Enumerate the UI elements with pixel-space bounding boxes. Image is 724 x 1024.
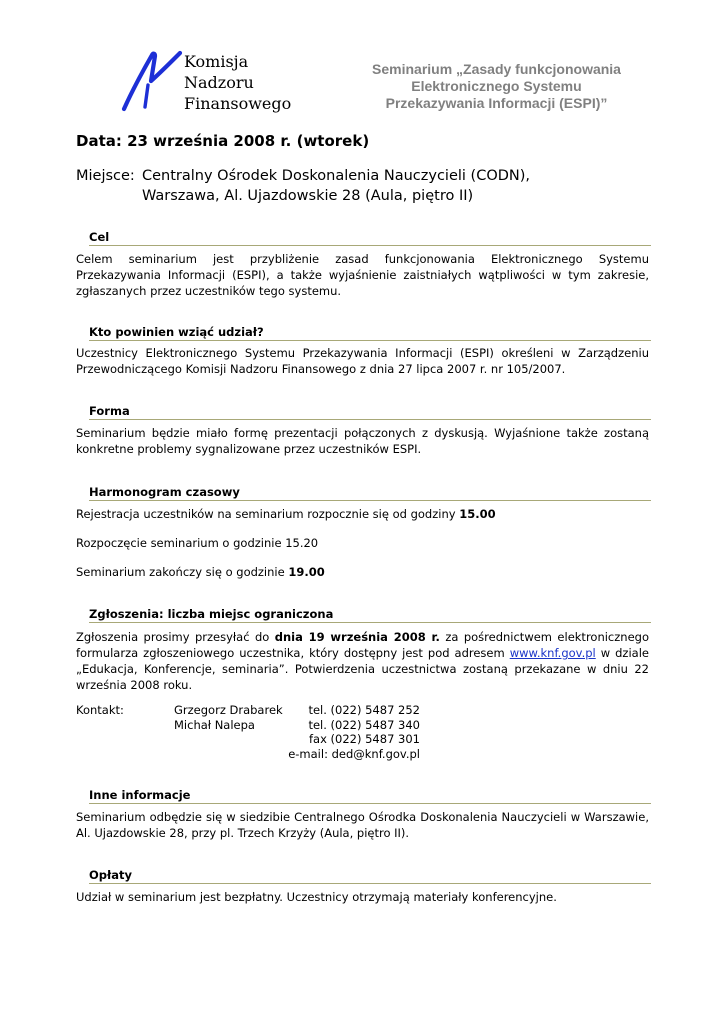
knf-website-link[interactable]: www.knf.gov.pl xyxy=(509,646,596,660)
contact-email: e-mail: ded@knf.gov.pl xyxy=(288,746,420,761)
seminar-title-line-2: Elektronicznego Systemu xyxy=(411,78,582,94)
section-text-cel: Celem seminarium jest przybliżenie zasad funkcjonowania Elektronicznego Systemu Przekazywania Informacji (ESPI), a także wyjaśnienie zaistniałych wątpliwości w tym zakresie, zgłaszanych przez uczestników tego systemu. xyxy=(76,252,649,298)
logo-text xyxy=(184,51,291,114)
section-heading-zgloszenia: Zgłoszenia: liczba miejsc ograniczona xyxy=(89,607,651,623)
contact-label: Kontakt: xyxy=(76,703,124,717)
section-heading-harmonogram: Harmonogram czasowy xyxy=(89,485,651,501)
contact-numbers xyxy=(260,703,420,761)
zgloszenia-text-after: w dziale „Edukacja, Konferencje, seminaria”. Potwierdzenia uczestnictwa zostaną przekazane w dniu 22 września 2008 roku. xyxy=(76,646,649,692)
section-text-inne: Seminarium odbędzie się w siedzibie Centralnego Ośrodka Doskonalenia Nauczycieli w Warszawie, Al. Ujazdowskie 28, przy pl. Trzech Krzyży (Aula, piętro II). xyxy=(76,810,649,840)
knf-logo xyxy=(118,47,292,119)
schedule-start: Rozpoczęcie seminarium o godzinie 15.20 xyxy=(76,536,319,550)
schedule-registration-time: 15.00 xyxy=(459,507,496,521)
zgloszenia-text-before: Zgłoszenia prosimy przesyłać do xyxy=(76,630,275,644)
place-label: Miejsce: xyxy=(76,168,135,184)
contact-name-1: Grzegorz Drabarek xyxy=(174,703,283,717)
place-line-1: Centralny Ośrodek Doskonalenia Nauczycieli (CODN), xyxy=(142,168,531,184)
seminar-title xyxy=(330,61,663,112)
contact-phone-2: tel. (022) 5487 340 xyxy=(308,717,420,732)
event-date: Data: 23 września 2008 r. (wtorek) xyxy=(76,132,370,150)
logo-line-1: Komisja xyxy=(184,52,249,71)
section-text-kto: Uczestnicy Elektronicznego Systemu Przekazywania Informacji (ESPI) określeni w Zarządzeniu Przewodniczącego Komisji Nadzoru Finansowego z dnia 27 lipca 2007 r. nr 105/2007. xyxy=(76,346,649,376)
contact-phone-1: tel. (022) 5487 252 xyxy=(308,703,420,717)
section-text-zgloszenia xyxy=(76,629,649,693)
event-place xyxy=(76,166,530,206)
schedule-end-text: Seminarium zakończy się o godzinie xyxy=(76,565,289,579)
section-heading-inne: Inne informacje xyxy=(89,788,651,804)
knf-logo-mark-icon xyxy=(118,47,188,115)
section-text-forma: Seminarium będzie miało formę prezentacji połączonych z dyskusją. Wyjaśnione także zostaną konkretne problemy sygnalizowane przez uczestników ESPI. xyxy=(76,426,649,456)
schedule-end xyxy=(76,565,325,579)
section-heading-kto: Kto powinien wziąć udział? xyxy=(89,325,651,341)
seminar-title-line-1: Seminarium „Zasady funkcjonowania xyxy=(372,61,621,77)
section-text-oplaty: Udział w seminarium jest bezpłatny. Uczestnicy otrzymają materiały konferencyjne. xyxy=(76,890,557,904)
section-heading-forma: Forma xyxy=(89,404,651,420)
logo-line-3: Finansowego xyxy=(184,94,292,113)
schedule-end-time: 19.00 xyxy=(288,565,325,579)
place-line-2: Warszawa, Al. Ujazdowskie 28 (Aula, piętro II) xyxy=(142,188,474,204)
zgloszenia-text-mid: za pośrednictwem elektronicznego formularza zgłoszeniowego uczestnika, który dostępny jest pod adresem xyxy=(76,630,649,660)
schedule-registration xyxy=(76,507,496,521)
contact-fax: fax (022) 5487 301 xyxy=(308,732,420,747)
contact-name-2: Michał Nalepa xyxy=(174,717,255,732)
schedule-registration-text: Rejestracja uczestników na seminarium rozpocznie się od godziny xyxy=(76,507,460,521)
zgloszenia-deadline: dnia 19 września 2008 r. xyxy=(274,630,440,644)
section-heading-oplaty: Opłaty xyxy=(89,868,651,884)
logo-line-2: Nadzoru xyxy=(184,73,254,92)
section-heading-cel: Cel xyxy=(89,230,651,246)
seminar-title-line-3: Przekazywania Informacji (ESPI)” xyxy=(385,95,608,111)
